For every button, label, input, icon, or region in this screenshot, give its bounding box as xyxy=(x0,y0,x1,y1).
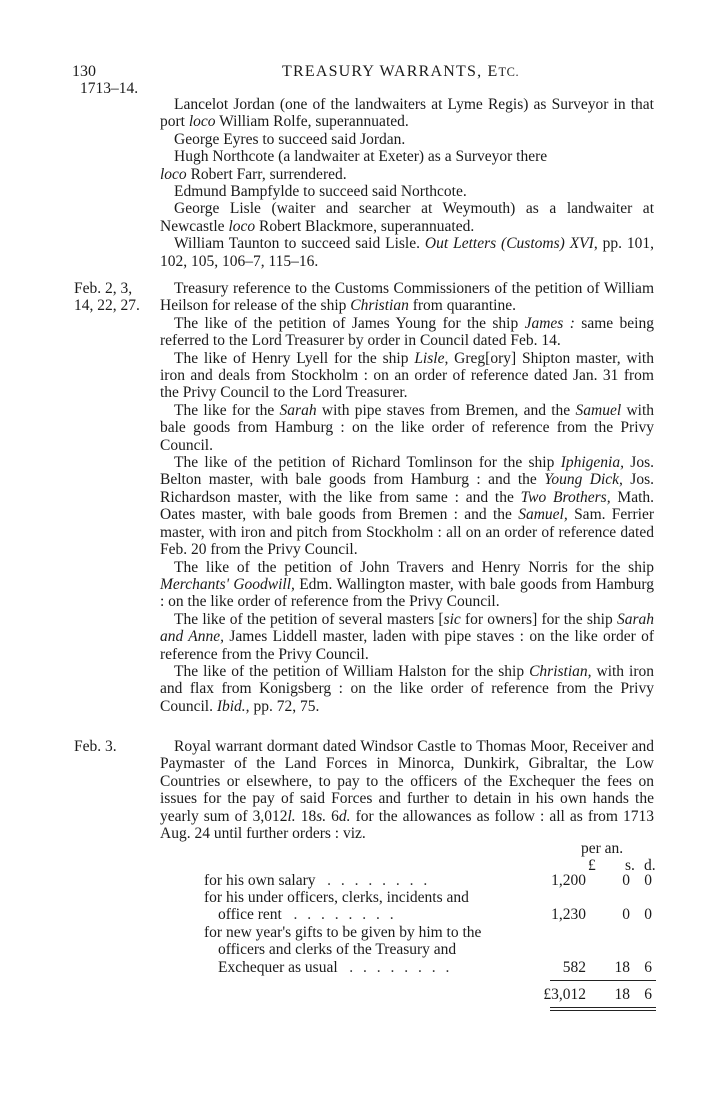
table-total-row xyxy=(204,986,656,1003)
double-rule-top xyxy=(550,1007,656,1008)
sum-rule xyxy=(550,980,656,981)
paragraph: Edmund Bampfylde to succeed said Northcote. xyxy=(174,183,467,201)
paragraph: The like for the Sarah with pipe staves from Bremen, and the Samuel with bale goods from Hamburg : on the like order of reference from the Privy Council. xyxy=(160,401,654,454)
entry-appointments xyxy=(160,96,654,270)
total-shillings: 18 xyxy=(614,986,630,1003)
paragraph: George Eyres to succeed said Jordan. xyxy=(174,130,406,148)
pence-header: d. xyxy=(644,857,656,874)
paragraph: Hugh Northcote (a landwaiter at Exeter) as a Surveyor there loco Robert Farr, surrendered. xyxy=(160,148,548,183)
year-range: 1713–14. xyxy=(80,80,139,97)
shillings-header: s. xyxy=(625,857,635,874)
source-reference: Out Letters (Customs) XVI xyxy=(424,235,594,253)
paragraph: The like of the petition of Richard Tomlinson for the ship Iphigenia, Jos. Belton master, with bale goods from Hamburg : and the Young Dick, Jos. Richardson master, with the like from same : and the Two Brothers, Math. Oates master, with bale goods from Bremen : and the Samuel, Sam. Ferrier master, with iron and pitch from Stockholm : all on an order of reference dated Feb. 20 from the Privy Council. xyxy=(160,454,655,559)
entry-customs-references xyxy=(160,280,654,715)
per-annum-header: per an. xyxy=(581,840,624,857)
paragraph: Treasury reference to the Customs Commissioners of the petition of William Heilson for release of the ship Christian from quarantine. xyxy=(160,280,654,315)
total-pence: 6 xyxy=(644,986,652,1003)
paragraph: Royal warrant dormant dated Windsor Castle to Thomas Moor, Receiver and Paymaster of the Land Forces in Minorca, Dunkirk, Gibraltar, the Low Countries or elsewhere, to pay to the officers of the Exchequer the fees on issues for the pay of said Forces and further to detain in his own hands the yearly sum of 3,012l. 18s. 6d. for the allowances as follow : all as from 1713 Aug. 24 until further orders : viz. xyxy=(160,738,655,843)
page-number: 130 xyxy=(72,63,96,80)
total-pounds: £3,012 xyxy=(543,986,586,1003)
table-row: for his under officers, clerks, incidents and office rent . . . . . . . . 1,230 0 0 xyxy=(204,889,652,924)
double-rule-bottom xyxy=(550,1010,656,1011)
paragraph: The like of the petition of William Halston for the ship Christian, with iron and flax from Konigsberg : on the like order of reference from the Privy Council. Ibid., pp. 72, 75. xyxy=(160,662,654,715)
pounds-header: £ xyxy=(588,857,596,874)
entry-royal-warrant xyxy=(160,738,654,842)
paragraph: George Lisle (waiter and searcher at Weymouth) as a landwaiter at Newcastle loco Robert Blackmore, superannuated. xyxy=(160,200,654,235)
date-margin: Feb. 2, 3, 14, 22, 27. xyxy=(74,280,140,315)
paragraph: The like of Henry Lyell for the ship Lisle, Greg[ory] Shipton master, with iron and deals from Stockholm : on an order of reference dated Jan. 31 from the Privy Council to the Lord Treasurer. xyxy=(160,349,654,402)
paragraph: The like of the petition of several masters [sic for owners] for the ship Sarah and Anne, James Liddell master, laden with pipe staves : on the like order of reference from the Privy Council. xyxy=(160,610,654,663)
date-margin: Feb. 3. xyxy=(74,738,117,755)
table-row: for new year's gifts to be given by him to the officers and clerks of the Treasury and Exchequer as usual . . . . . . . . 582 18 6 xyxy=(204,924,652,976)
table-row: for his own salary . . . . . . . . 1,200 0 0 xyxy=(204,872,652,889)
paragraph: William Taunton to succeed said Lisle. Out Letters (Customs) XVI, pp. 101, 102, 105, 106–7, 115–16. xyxy=(160,235,655,270)
paragraph: The like of the petition of John Travers and Henry Norris for the ship Merchants' Goodwill, Edm. Wallington master, with bale goods from Hamburg : on the like order of reference from the Privy Council. xyxy=(160,558,654,611)
paragraph: Lancelot Jordan (one of the landwaiters at Lyme Regis) as Surveyor in that port loco William Rolfe, superannuated. xyxy=(160,96,654,131)
paragraph: The like of the petition of James Young for the ship James : same being referred to the Lord Treasurer by order in Council dated Feb. 14. xyxy=(160,314,654,350)
running-title-sc: TC. xyxy=(498,65,520,79)
running-title xyxy=(282,63,519,81)
running-title-main: TREASURY WARRANTS, E xyxy=(282,63,499,80)
